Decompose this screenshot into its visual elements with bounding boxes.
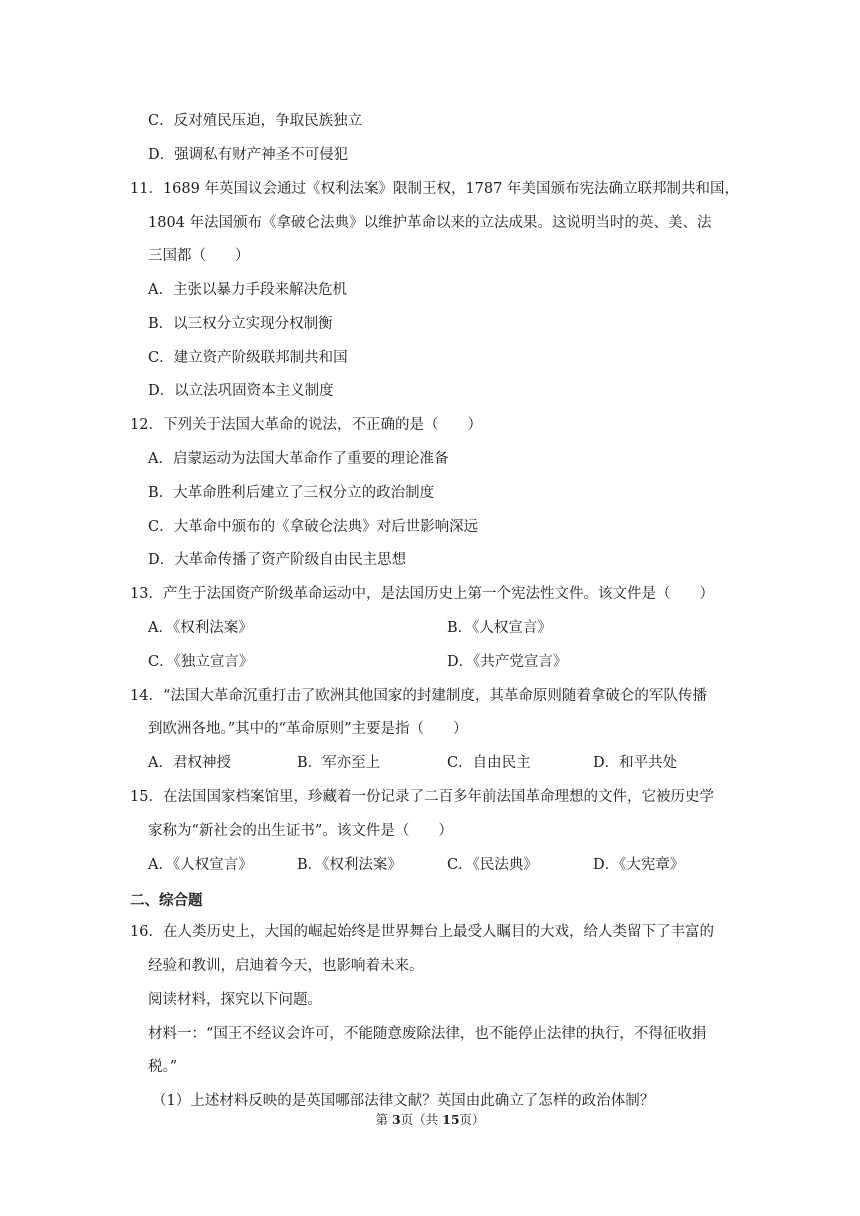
q14-option-b: B．军亦至上 (297, 755, 381, 771)
q11-option-b: B．以三权分立实现分权制衡 (148, 316, 333, 332)
q11-option-c: C．建立资产阶级联邦制共和国 (148, 350, 348, 366)
q15-stem-line-2: 家称为“新社会的出生证书”。该文件是（ ） (148, 823, 453, 839)
q15-stem-line-1: 15．在法国国家档案馆里，珍藏着一份记录了二百多年前法国革命理想的文件，它被历史学 (130, 789, 714, 805)
q16-stem-line-2: 经验和教训，启迪着今天，也影响着未来。 (148, 958, 424, 974)
q14-option-d: D．和平共处 (593, 755, 678, 771)
q16-material-1-line-2: 税。” (148, 1059, 178, 1075)
q14-stem-line-2: 到欧洲各地。”其中的“革命原则”主要是指（ ） (148, 721, 468, 737)
q11-option-a: A．主张以暴力手段来解决危机 (148, 282, 347, 298)
q12-option-c: C．大革命中颁布的《拿破仑法典》对后世影响深远 (148, 519, 479, 535)
q12-option-d: D．大革命传播了资产阶级自由民主思想 (148, 552, 407, 568)
q10-option-c: C．反对殖民压迫，争取民族独立 (148, 113, 363, 129)
q11-option-d: D．以立法巩固资本主义制度 (148, 383, 334, 399)
q14-option-c: C．自由民主 (447, 755, 531, 771)
footer-page-number: 3 (391, 1112, 401, 1127)
footer-total-pages: 15 (442, 1112, 460, 1127)
q10-option-d: D．强调私有财产神圣不可侵犯 (148, 147, 349, 163)
q12-option-b: B．大革命胜利后建立了三权分立的政治制度 (148, 485, 435, 501)
page-footer (0, 1110, 860, 1128)
q15-option-d: D．《大宪章》 (593, 857, 685, 873)
q15-option-b: B．《权利法案》 (297, 857, 402, 873)
q13-stem: 13．产生于法国资产阶级革命运动中，是法国历史上第一个宪法性文件。该文件是（ ） (130, 586, 714, 602)
footer-suffix: 页） (459, 1112, 485, 1127)
q16-subquestion-1: （1）上述材料反映的是英国哪部法律文献？英国由此确立了怎样的政治体制？ (152, 1093, 655, 1109)
q14-option-a: A．君权神授 (148, 755, 231, 771)
q13-option-c: C．《独立宣言》 (148, 654, 254, 670)
q15-option-a: A．《人权宣言》 (148, 857, 253, 873)
q16-instruction: 阅读材料，探究以下问题。 (148, 992, 322, 1008)
q14-stem-line-1: 14．“法国大革命沉重打击了欧洲其他国家的封建制度，其革命原则随着拿破仑的军队传播 (130, 688, 707, 704)
footer-prefix: 第 (375, 1112, 392, 1127)
section-heading: 二、综合题 (130, 893, 203, 909)
footer-middle: 页（共 (400, 1112, 443, 1127)
q12-stem: 12．下列关于法国大革命的说法，不正确的是（ ） (130, 417, 482, 433)
q11-stem-line-3: 三国都（ ） (148, 248, 250, 264)
q15-option-c: C．《民法典》 (447, 857, 538, 873)
q11-stem-line-1: 11．1689 年英国议会通过《权利法案》限制王权，1787 年美国颁布宪法确立联邦制共和国， (130, 181, 739, 197)
q13-option-b: B．《人权宣言》 (447, 620, 552, 636)
q12-option-a: A．启蒙运动为法国大革命作了重要的理论准备 (148, 451, 449, 467)
q16-stem-line-1: 16．在人类历史上，大国的崛起始终是世界舞台上最受人瞩目的大戏，给人类留下了丰富的 (130, 924, 714, 940)
q13-option-a: A．《权利法案》 (148, 620, 253, 636)
q13-option-d: D．《共产党宣言》 (447, 654, 568, 670)
q11-stem-line-2: 1804 年法国颁布《拿破仑法典》以维护革命以来的立法成果。这说明当时的英、美、法 (148, 215, 712, 231)
q16-material-1-line-1: 材料一：“国王不经议会许可，不能随意废除法律，也不能停止法律的执行，不得征收捐 (148, 1026, 707, 1042)
